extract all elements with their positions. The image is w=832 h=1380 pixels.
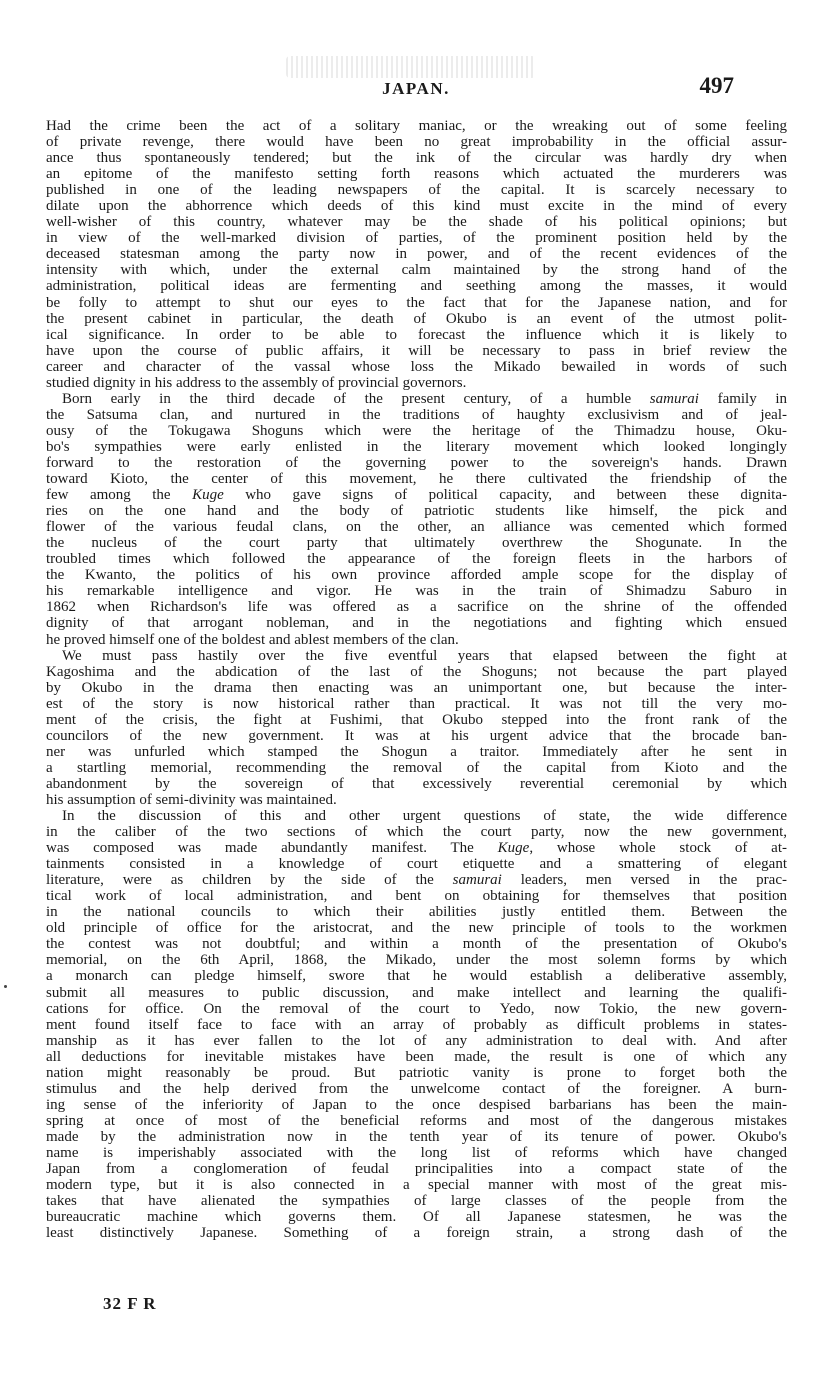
text-line: he proved himself one of the boldest and ablest members of the clan. [46, 631, 459, 648]
text-line: ical significance. In order to be able to forecast the influence which it is likely to [46, 326, 787, 343]
text-line: administration, political ideas are fermenting and seething among the masses, it would [46, 278, 787, 295]
text-line: ance thus spontaneously tendered; but the ink of the circular was hardly dry when [46, 150, 787, 167]
text-line: of private revenge, there would have been no great improbability in the official assur- [46, 134, 787, 151]
text-line: was composed was made abundantly manifest. The Kuge, whose whole stock of at- [46, 840, 788, 857]
text-line: his assumption of semi-divinity was maintained. [46, 791, 337, 808]
text-line: nation might reasonably be proud. But patriotic vanity is prone to forget both the [46, 1064, 787, 1081]
text-line: est of the story is now historical rather than practical. It was not till the very mo- [46, 695, 787, 712]
text-line: forward to the restoration of the governing power to the sovereign's hands. Drawn [46, 454, 787, 471]
text-line: troubled times which followed the appearance of the foreign fleets in the harbors of [46, 551, 787, 568]
text-line: literature, were as children by the side of the samurai leaders, men versed in the prac- [46, 872, 787, 889]
text-line: 1862 when Richardson's life was offered as a sacrifice on the shrine of the offended [46, 599, 787, 616]
text-line: ries on the one hand and the body of patriotic students like himself, the pick and [46, 503, 787, 520]
text-line: modern type, but it is also connected in a special manner with most of the great mis- [46, 1177, 787, 1194]
text-line: dilate upon the abhorrence which deeds of this kind must excite in the mind of every [46, 198, 787, 215]
text-line: old principle of office for the aristocrat, and the new principle of tools to the workmen [46, 920, 787, 937]
page-number: 497 [699, 73, 734, 98]
text-line: deceased statesman among the party now in power, and of the recent evidences of the [46, 246, 787, 263]
margin-mark [4, 985, 7, 988]
text-line: bureaucratic machine which governs them. Of all Japanese statesmen, he was the [46, 1209, 787, 1226]
text-line: Kagoshima and the abdication of the last of the Shoguns; not because the part played [46, 663, 787, 680]
text-line: ment of the crisis, the fight at Fushimi, that Okubo stepped into the front rank of the [46, 711, 787, 728]
text-line: the Kwanto, the politics of his own province afforded ample scope for the display of [46, 567, 787, 584]
text-line: in view of the well-marked division of parties, of the prominent position held by the [46, 230, 787, 247]
text-line: least distinctively Japanese. Something of a foreign strain, a strong dash of the [46, 1225, 787, 1242]
text-line: In the discussion of this and other urgent questions of state, the wide difference [62, 808, 787, 825]
text-line: tainments consisted in a knowledge of court etiquette and a smattering of elegant [46, 856, 787, 873]
text-line: be folly to attempt to shut our eyes to the fact that for the Japanese nation, and for [46, 294, 787, 311]
text-line: the nucleus of the court party that ultimately overthrew the Shogunate. In the [46, 535, 787, 552]
text-line: a startling memorial, recommending the removal of the capital from Kioto and the [46, 759, 787, 776]
text-line: memorial, on the 6th April, 1868, the Mikado, under the most solemn forms by which [46, 952, 787, 969]
text-line: career and character of the vassal whose loss the Mikado bewailed in words of such [46, 358, 787, 375]
text-line: Born early in the third decade of the present century, of a humble samurai family in [62, 390, 787, 407]
text-line: in the national councils to which their abilities justly entitled them. Between the [46, 904, 787, 921]
text-line: have upon the course of public affairs, it will be necessary to pass in brief review the [46, 342, 787, 359]
text-line: his remarkable intelligence and vigor. He was in the train of Shimadzu Saburo in [46, 583, 787, 600]
text-line: studied dignity in his address to the assembly of provincial governors. [46, 374, 467, 391]
text-line: the contest was not doubtful; and within a month of the presentation of Okubo's [46, 936, 787, 953]
text-line: spring at once of most of the beneficial reforms and most of the dangerous mistakes [46, 1112, 787, 1129]
text-line: all deductions for inevitable mistakes have been made, the result is one of which any [46, 1048, 787, 1065]
text-line: name is imperishably associated with the long list of reforms which have changed [46, 1145, 787, 1161]
text-line: ner was unfurled which stamped the Shogun a traitor. Immediately after he sent in [46, 743, 787, 760]
header-ink-smudge [286, 56, 536, 78]
text-line: takes that have alienated the sympathies of large classes of the people from the [46, 1193, 787, 1210]
text-line: stimulus and the help derived from the unwelcome contact of the foreigner. A burn- [46, 1080, 787, 1097]
text-line: well-wisher of this country, whatever may be the shade of his political opinions; but [46, 214, 787, 231]
text-line: intensity with which, under the external calm maintained by the strong hand of the [46, 262, 787, 279]
article-body [46, 118, 787, 1241]
text-line: tical work of local administration, and bent on obtaining for themselves that position [46, 888, 787, 905]
text-line: in the caliber of the two sections of which the court party, now the new government, [46, 824, 787, 841]
running-title: JAPAN. [382, 79, 450, 98]
text-line: councilors of the new government. It was at his urgent advice that the brocade ban- [46, 727, 787, 744]
text-line: submit all measures to public discussion, and make intellect and learning the qualifi- [46, 984, 787, 1001]
text-line: We must pass hastily over the five eventful years that elapsed between the fight at [62, 647, 787, 664]
text-line: flower of the various feudal clans, on the other, an alliance was cemented which formed [46, 519, 787, 536]
text-line: ousy of the Tokugawa Shoguns which were the heritage of the Thimadzu house, Oku- [46, 422, 787, 439]
text-line: ing sense of the inferiority of Japan to the once despised barbarians has been the main- [46, 1096, 787, 1113]
text-line: by Okubo in the drama then enacting was an unimportant one, but because the inter- [46, 679, 787, 696]
printer-signature: 32 F R [103, 1294, 157, 1313]
text-line: an epitome of the manifesto setting forth reasons which actuated the murderers was [46, 166, 787, 183]
text-line: dignity of that arrogant nobleman, and in the negotiations and fighting which ensued [46, 615, 787, 632]
text-line: cations for office. On the removal of the court to Yedo, now Tokio, the new govern- [46, 1000, 787, 1017]
text-line: a monarch can pledge himself, swore that he would establish a deliberative assembly, [46, 968, 787, 985]
text-line: manship as it has ever fallen to the lot of any administration to deal with. And after [46, 1032, 787, 1049]
text-line: bo's sympathies were early enlisted in the literary movement which looked longingly [46, 438, 787, 455]
text-line: toward Kioto, the center of this movement, he there cultivated the friendship of the [46, 471, 787, 488]
text-line: the present cabinet in particular, the death of Okubo is an event of the utmost polit- [46, 310, 787, 327]
text-line: few among the Kuge who gave signs of political capacity, and between these dignita- [46, 487, 787, 504]
text-line: Japan from a conglomeration of feudal principalities into a compact state of the [46, 1161, 787, 1178]
text-line: abandonment by the sovereign of that excessively reverential ceremonial by which [46, 775, 787, 792]
text-line: ment found itself face to face with an array of probably as difficult problems in states- [46, 1016, 787, 1033]
text-line: Had the crime been the act of a solitary maniac, or the wreaking out of some feeling [46, 118, 787, 134]
text-line: made by the administration now in the tenth year of its tenure of power. Okubo's [46, 1128, 787, 1145]
text-line: published in one of the leading newspapers of the capital. It is scarcely necessary to [46, 182, 787, 199]
text-line: the Satsuma clan, and nurtured in the traditions of haughty exclusivism and of jeal- [46, 406, 787, 423]
